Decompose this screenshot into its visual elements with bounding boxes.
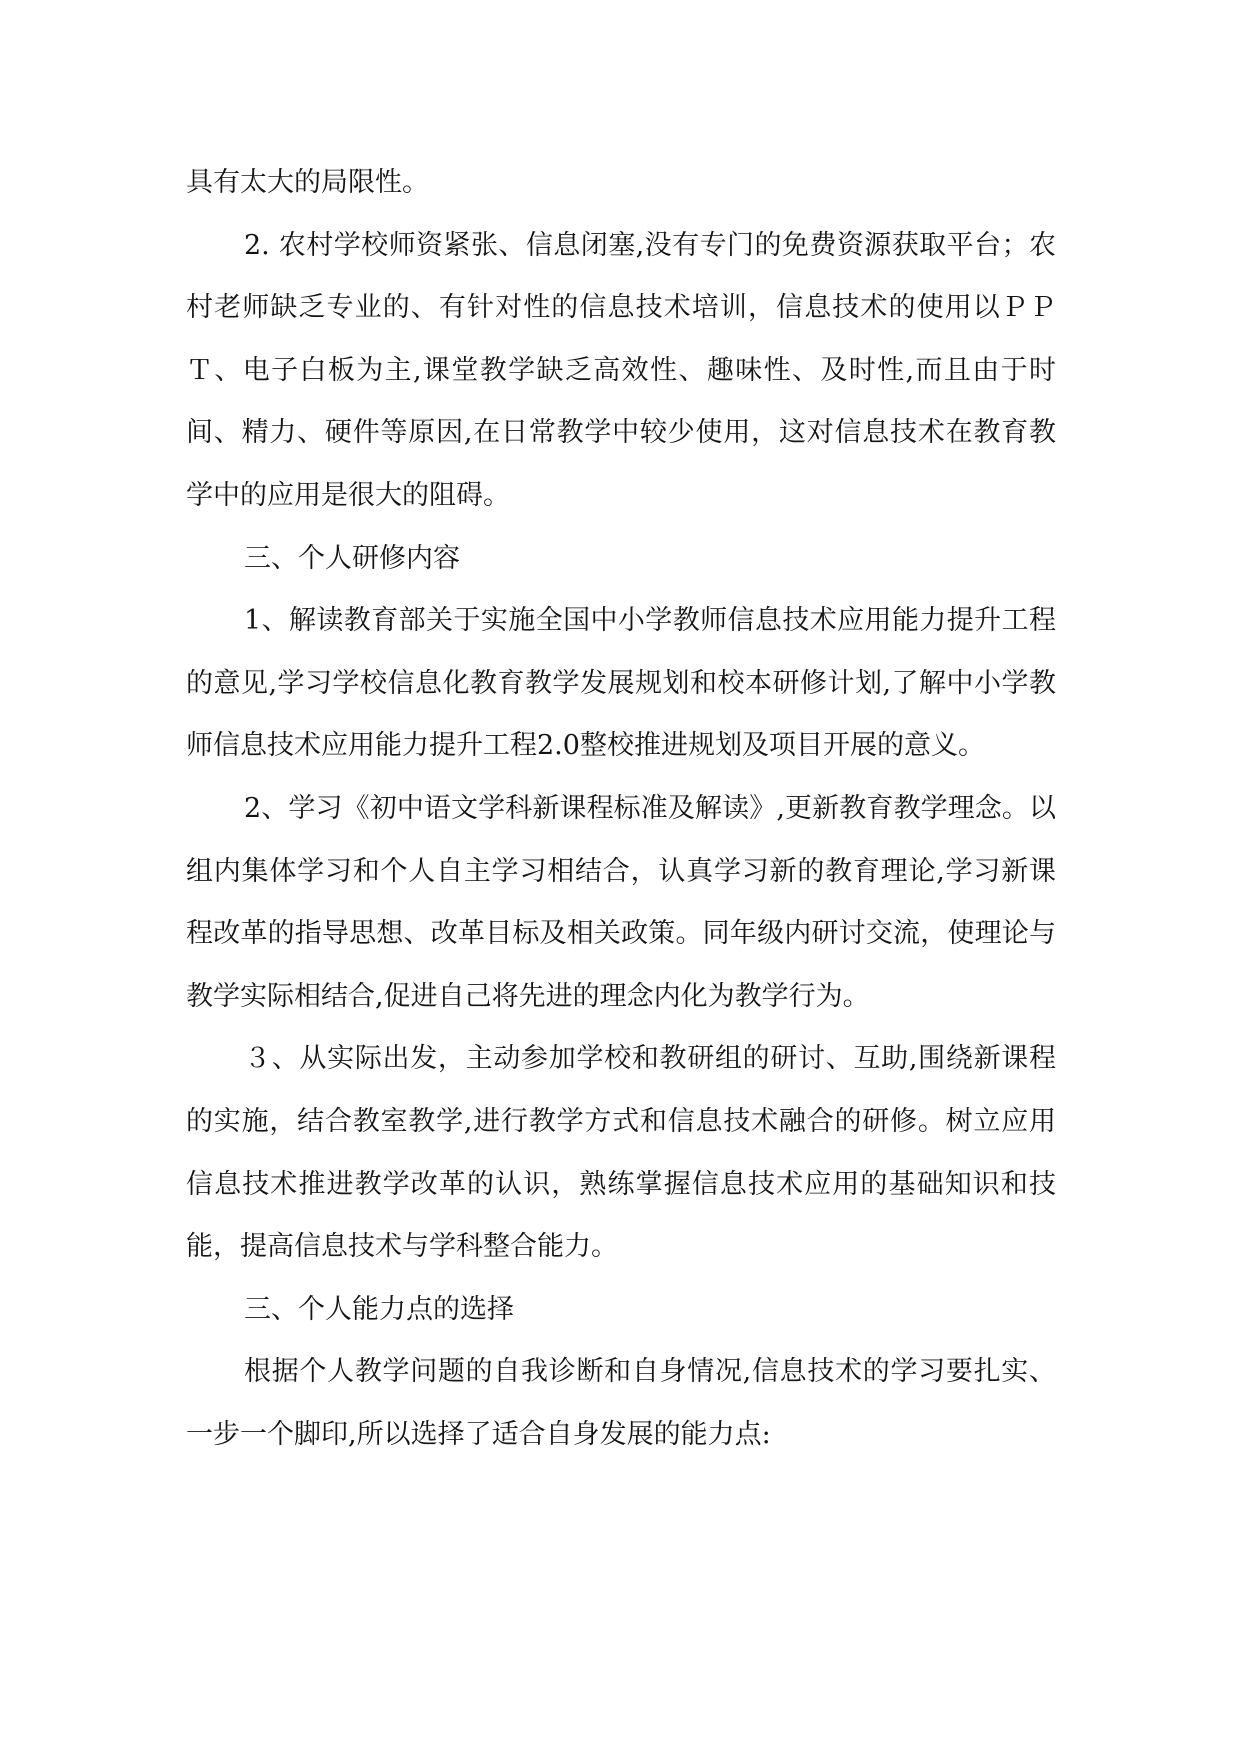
paragraph-rural-schools: 2. 农村学校师资紧张、信息闭塞,没有专门的免费资源获取平台；农村老师缺乏专业的、有针对性的信息技术培训，信息技术的使用以ＰＰＴ、电子白板为主,课堂教学缺乏高效性、趣味性、及时性,而且由于时间、精力、硬件等原因,在日常教学中较少使用，这对信息技术在教育教学中的应用是很大的阻碍。	[186, 229, 1056, 511]
paragraph-item-1: 1、解读教育部关于实施全国中小学教师信息技术应用能力提升工程的意见,学习学校信息化教育教学发展规划和校本研修计划,了解中小学教师信息技术应用能力提升工程2.0整校推进规划及项目开展的意义。	[186, 605, 1056, 762]
paragraph-ability-choice: 根据个人教学问题的自我诊断和自身情况,信息技术的学习要扎实、一步一个脚印,所以选择了适合自身发展的能力点:	[186, 1356, 1056, 1450]
paragraph-item-2: 2、学习《初中语文学科新课程标准及解读》,更新教育教学理念。以组内集体学习和个人自主学习相结合，认真学习新的教育理论,学习新课程改革的指导思想、改革目标及相关政策。同年级内研讨交流，使理论与教学实际相结合,促进自己将先进的理念内化为教学行为。	[186, 792, 1056, 1012]
section-heading-research-content: 三、个人研修内容	[244, 542, 460, 574]
section-heading-ability-points: 三、个人能力点的选择	[244, 1293, 514, 1325]
document-body	[186, 152, 1056, 1466]
paragraph-continuation: 具有太大的局限性。	[186, 167, 429, 198]
paragraph-item-3: ３、从实际出发，主动参加学校和教研组的研讨、互助,围绕新课程的实施，结合教室教学,进行教学方式和信息技术融合的研修。树立应用信息技术推进教学改革的认识，熟练掌握信息技术应用的基础知识和技能，提高信息技术与学科整合能力。	[186, 1043, 1056, 1263]
